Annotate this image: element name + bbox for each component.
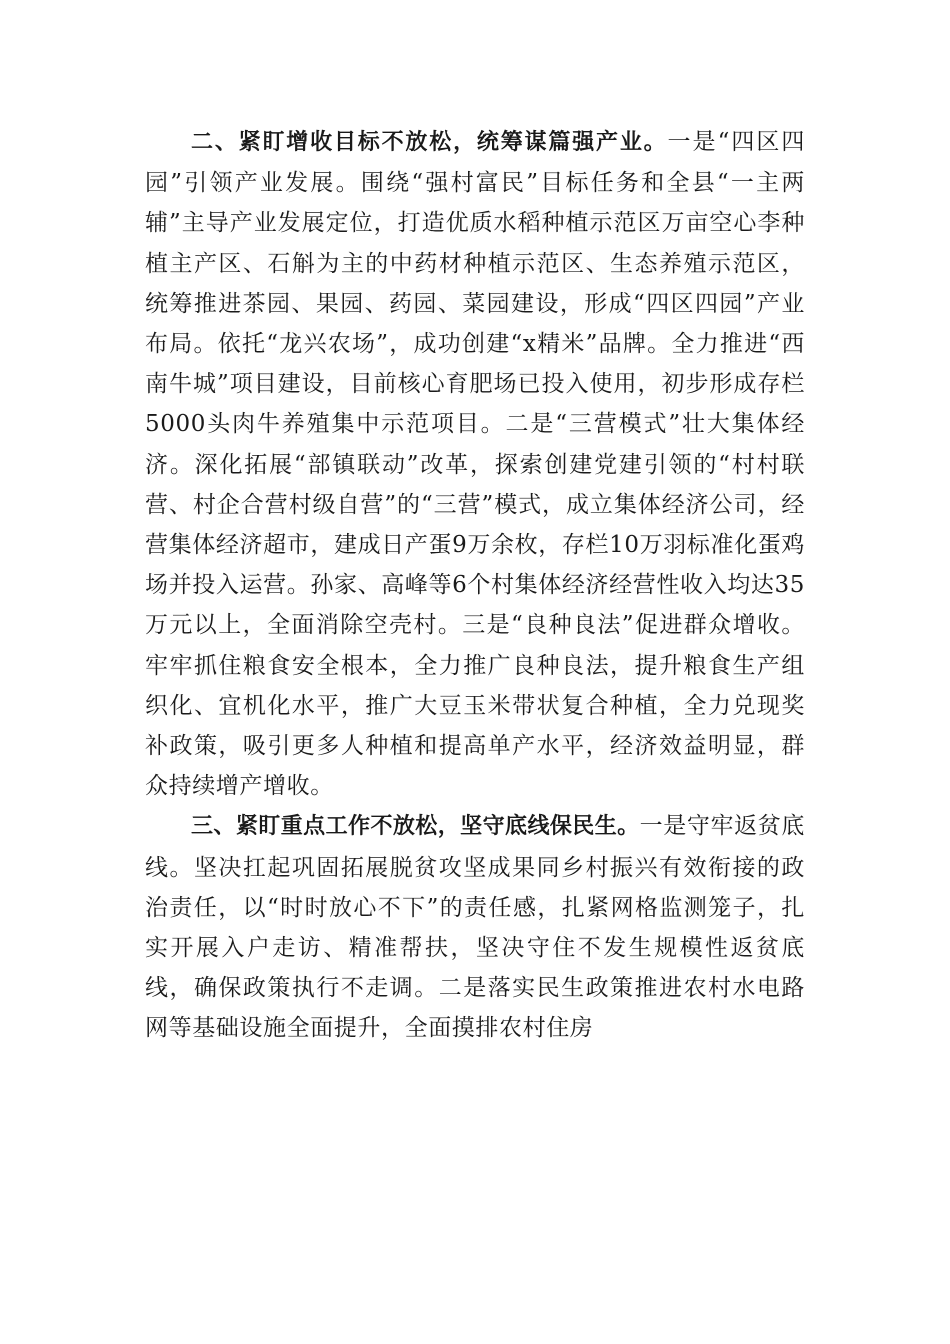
section-2-body: 一是“四区四园”引领产业发展。围绕“强村富民”目标任务和全县“一主两辅”主导产业发展定位，打造优质水稻种植示范区万亩空心李种植主产区、石斛为主的中药材种植示范区、生态养殖示范区，统筹推进茶园、果园、药园、菜园建设，形成“四区四园”产业布局。依托“龙兴农场”，成功创建“x精米”品牌。全力推进“西南牛城”项目建设，目前核心育肥场已投入使用，初步形成存栏5000头肉牛养殖集中示范项目。二是“三营模式”壮大集体经济。深化拓展“部镇联动”改革，探索创建党建引领的“村村联营、村企合营村级自营”的“三营”模式，成立集体经济公司，经营集体经济超市，建成日产蛋9万余枚，存栏10万羽标准化蛋鸡场并投入运营。孙家、高峰等6个村集体经济经营性收入均达35万元以上，全面消除空壳村。三是“良种良法”促进群众增收。牢牢抓住粮食安全根本，全力推广良种良法，提升粮食生产组织化、宜机化水平，推广大豆玉米带状复合种植，全力兑现奖补政策，吸引更多人种植和提高单产水平，经济效益明显，群众持续增产增收。: [145, 129, 805, 800]
section-2-paragraph: [145, 122, 805, 806]
document-page: [145, 122, 805, 1049]
section-3-body: 一是守牢返贫底线。坚决扛起巩固拓展脱贫攻坚成果同乡村振兴有效衔接的政治责任，以“时时放心不下”的责任感，扎紧网格监测笼子，扎实开展入户走访、精准帮扶，坚决守住不发生规模性返贫底线，确保政策执行不走调。二是落实民生政策推进农村水电路网等基础设施全面提升，全面摸排农村住房: [145, 813, 805, 1042]
section-3-paragraph: [145, 806, 805, 1048]
section-2-heading: 二、紧盯增收目标不放松，统筹谋篇强产业。: [191, 130, 668, 155]
section-3-heading: 三、紧盯重点工作不放松，坚守底线保民生。: [191, 814, 640, 840]
